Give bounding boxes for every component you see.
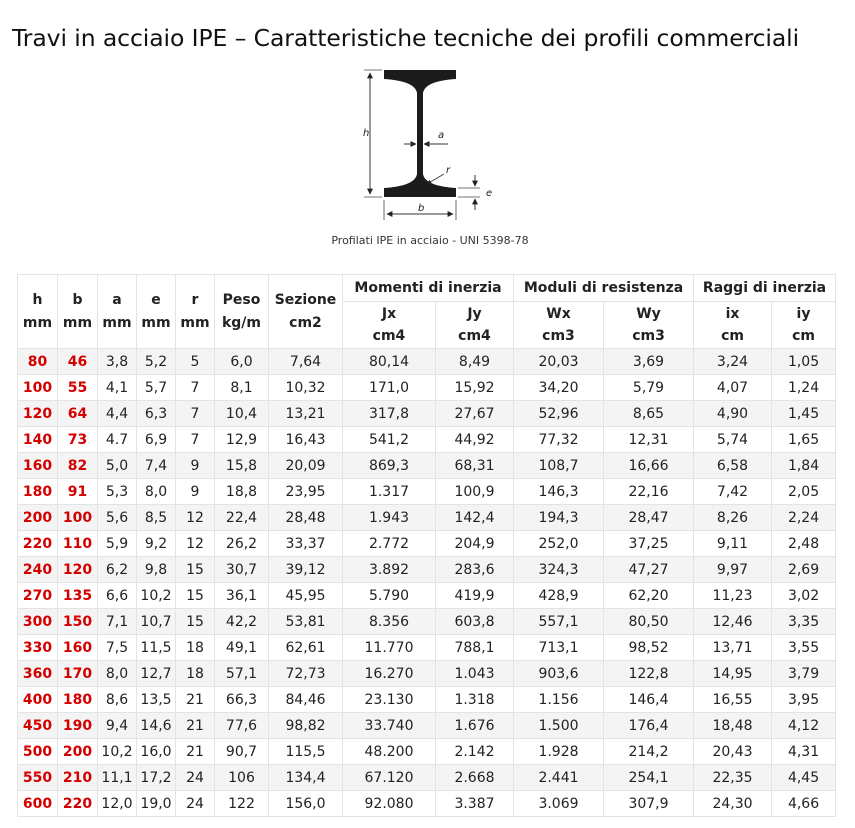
table-cell: 22,4 <box>215 505 269 531</box>
table-cell: 134,4 <box>269 765 343 791</box>
table-cell: 1,24 <box>772 375 836 401</box>
group-header-moduli: Moduli di resistenza <box>514 275 694 302</box>
table-cell: 37,25 <box>604 531 694 557</box>
table-cell: 541,2 <box>343 427 436 453</box>
table-cell: 214,2 <box>604 739 694 765</box>
table-cell: 135 <box>58 583 98 609</box>
col-header-peso: Peso kg/m <box>215 275 269 349</box>
table-cell: 20,03 <box>514 349 604 375</box>
table-cell: 16,0 <box>137 739 176 765</box>
table-cell: 62,20 <box>604 583 694 609</box>
figure-caption: Profilati IPE in acciaio - UNI 5398-78 <box>331 234 529 247</box>
table-cell: 52,96 <box>514 401 604 427</box>
table-cell: 3,79 <box>772 661 836 687</box>
table-cell: 9,97 <box>694 557 772 583</box>
table-cell: 146,4 <box>604 687 694 713</box>
table-cell: 15 <box>176 557 215 583</box>
table-cell: 120 <box>58 557 98 583</box>
col-header-jx: Jx cm4 <box>343 302 436 349</box>
table-cell: 98,82 <box>269 713 343 739</box>
table-cell: 170 <box>58 661 98 687</box>
table-cell: 7,4 <box>137 453 176 479</box>
table-cell: 140 <box>18 427 58 453</box>
col-header-b: b mm <box>58 275 98 349</box>
table-cell: 27,67 <box>436 401 514 427</box>
col-header-r: r mm <box>176 275 215 349</box>
table-cell: 550 <box>18 765 58 791</box>
table-cell: 171,0 <box>343 375 436 401</box>
table-cell: 12,0 <box>98 791 137 817</box>
table-cell: 12,7 <box>137 661 176 687</box>
table-cell: 28,48 <box>269 505 343 531</box>
table-row <box>18 505 836 531</box>
table-cell: 5,3 <box>98 479 137 505</box>
table-cell: 13,71 <box>694 635 772 661</box>
table-cell: 100 <box>58 505 98 531</box>
table-cell: 8,6 <box>98 687 137 713</box>
table-cell: 1.317 <box>343 479 436 505</box>
table-cell: 3,24 <box>694 349 772 375</box>
table-cell: 5,74 <box>694 427 772 453</box>
table-cell: 903,6 <box>514 661 604 687</box>
table-cell: 2.441 <box>514 765 604 791</box>
table-cell: 557,1 <box>514 609 604 635</box>
table-cell: 6,6 <box>98 583 137 609</box>
table-cell: 9,2 <box>137 531 176 557</box>
table-cell: 4,1 <box>98 375 137 401</box>
table-cell: 23,95 <box>269 479 343 505</box>
table-cell: 190 <box>58 713 98 739</box>
table-cell: 18,8 <box>215 479 269 505</box>
table-cell: 4,07 <box>694 375 772 401</box>
table-cell: 12,9 <box>215 427 269 453</box>
table-row <box>18 635 836 661</box>
col-header-a: a mm <box>98 275 137 349</box>
table-cell: 9,11 <box>694 531 772 557</box>
table-cell: 5,79 <box>604 375 694 401</box>
table-cell: 4,45 <box>772 765 836 791</box>
table-cell: 36,1 <box>215 583 269 609</box>
table-cell: 6,2 <box>98 557 137 583</box>
table-cell: 10,7 <box>137 609 176 635</box>
table-cell: 204,9 <box>436 531 514 557</box>
table-cell: 72,73 <box>269 661 343 687</box>
header-row-groups <box>18 275 836 302</box>
table-cell: 26,2 <box>215 531 269 557</box>
table-cell: 9,4 <box>98 713 137 739</box>
col-header-h: h mm <box>18 275 58 349</box>
table-cell: 1.043 <box>436 661 514 687</box>
table-cell: 220 <box>58 791 98 817</box>
dim-label-b: b <box>418 203 425 214</box>
table-cell: 1.318 <box>436 687 514 713</box>
group-header-raggi: Raggi di inerzia <box>694 275 836 302</box>
col-header-jy: Jy cm4 <box>436 302 514 349</box>
table-cell: 12,31 <box>604 427 694 453</box>
table-cell: 160 <box>58 635 98 661</box>
table-cell: 80,50 <box>604 609 694 635</box>
table-cell: 7,42 <box>694 479 772 505</box>
table-cell: 3.069 <box>514 791 604 817</box>
table-cell: 33.740 <box>343 713 436 739</box>
table-cell: 283,6 <box>436 557 514 583</box>
table-cell: 5 <box>176 349 215 375</box>
table-cell: 22,35 <box>694 765 772 791</box>
table-row <box>18 583 836 609</box>
table-cell: 100 <box>18 375 58 401</box>
table-cell: 5,7 <box>137 375 176 401</box>
table-cell: 16,66 <box>604 453 694 479</box>
table-cell: 47,27 <box>604 557 694 583</box>
table-cell: 8,49 <box>436 349 514 375</box>
table-cell: 240 <box>18 557 58 583</box>
table-cell: 14,95 <box>694 661 772 687</box>
table-cell: 1,84 <box>772 453 836 479</box>
table-cell: 7,1 <box>98 609 137 635</box>
table-cell: 5.790 <box>343 583 436 609</box>
table-cell: 11.770 <box>343 635 436 661</box>
table-cell: 603,8 <box>436 609 514 635</box>
table-cell: 7 <box>176 401 215 427</box>
table-cell: 1.156 <box>514 687 604 713</box>
table-cell: 64 <box>58 401 98 427</box>
table-row <box>18 349 836 375</box>
table-cell: 5,6 <box>98 505 137 531</box>
table-cell: 7,5 <box>98 635 137 661</box>
table-cell: 3,02 <box>772 583 836 609</box>
table-cell: 210 <box>58 765 98 791</box>
table-cell: 24,30 <box>694 791 772 817</box>
table-cell: 20,09 <box>269 453 343 479</box>
table-cell: 15,92 <box>436 375 514 401</box>
ipe-properties-table <box>17 274 836 817</box>
table-cell: 122,8 <box>604 661 694 687</box>
table-cell: 200 <box>18 505 58 531</box>
table-cell: 3,8 <box>98 349 137 375</box>
dim-label-r: r <box>446 165 451 176</box>
table-cell: 16.270 <box>343 661 436 687</box>
table-cell: 200 <box>58 739 98 765</box>
table-cell: 18,48 <box>694 713 772 739</box>
table-cell: 55 <box>58 375 98 401</box>
table-cell: 15 <box>176 609 215 635</box>
table-cell: 39,12 <box>269 557 343 583</box>
table-cell: 3,55 <box>772 635 836 661</box>
table-cell: 252,0 <box>514 531 604 557</box>
table-cell: 500 <box>18 739 58 765</box>
table-cell: 10,32 <box>269 375 343 401</box>
table-cell: 18 <box>176 635 215 661</box>
table-cell: 42,2 <box>215 609 269 635</box>
table-row <box>18 375 836 401</box>
table-cell: 110 <box>58 531 98 557</box>
table-cell: 142,4 <box>436 505 514 531</box>
table-cell: 17,2 <box>137 765 176 791</box>
table-cell: 10,2 <box>137 583 176 609</box>
table-cell: 3,69 <box>604 349 694 375</box>
table-cell: 8,5 <box>137 505 176 531</box>
col-header-wx: Wx cm3 <box>514 302 604 349</box>
table-cell: 12,46 <box>694 609 772 635</box>
table-cell: 20,43 <box>694 739 772 765</box>
table-cell: 8,26 <box>694 505 772 531</box>
table-cell: 77,32 <box>514 427 604 453</box>
table-cell: 12 <box>176 531 215 557</box>
table-cell: 713,1 <box>514 635 604 661</box>
table-cell: 254,1 <box>604 765 694 791</box>
table-cell: 270 <box>18 583 58 609</box>
table-cell: 30,7 <box>215 557 269 583</box>
table-cell: 1.676 <box>436 713 514 739</box>
col-header-ix: ix cm <box>694 302 772 349</box>
table-cell: 11,23 <box>694 583 772 609</box>
table-row <box>18 531 836 557</box>
table-cell: 84,46 <box>269 687 343 713</box>
table-cell: 16,43 <box>269 427 343 453</box>
table-cell: 3,35 <box>772 609 836 635</box>
table-cell: 10,4 <box>215 401 269 427</box>
table-cell: 90,7 <box>215 739 269 765</box>
table-cell: 66,3 <box>215 687 269 713</box>
table-cell: 19,0 <box>137 791 176 817</box>
table-body <box>18 349 836 817</box>
table-row <box>18 557 836 583</box>
table-cell: 4,31 <box>772 739 836 765</box>
table-cell: 49,1 <box>215 635 269 661</box>
table-cell: 108,7 <box>514 453 604 479</box>
table-cell: 180 <box>18 479 58 505</box>
table-cell: 10,2 <box>98 739 137 765</box>
table-cell: 6,0 <box>215 349 269 375</box>
table-cell: 2.142 <box>436 739 514 765</box>
table-cell: 33,37 <box>269 531 343 557</box>
table-row <box>18 687 836 713</box>
table-cell: 300 <box>18 609 58 635</box>
table-cell: 92.080 <box>343 791 436 817</box>
table-cell: 176,4 <box>604 713 694 739</box>
table-row <box>18 453 836 479</box>
table-cell: 400 <box>18 687 58 713</box>
group-header-momenti: Momenti di inerzia <box>343 275 514 302</box>
table-cell: 2.668 <box>436 765 514 791</box>
table-cell: 11,1 <box>98 765 137 791</box>
table-cell: 5,2 <box>137 349 176 375</box>
table-row <box>18 791 836 817</box>
table-cell: 428,9 <box>514 583 604 609</box>
table-cell: 8,0 <box>98 661 137 687</box>
table-cell: 67.120 <box>343 765 436 791</box>
table-cell: 7 <box>176 427 215 453</box>
table-cell: 62,61 <box>269 635 343 661</box>
table-cell: 4.7 <box>98 427 137 453</box>
table-cell: 13,21 <box>269 401 343 427</box>
table-cell: 1,45 <box>772 401 836 427</box>
table-cell: 317,8 <box>343 401 436 427</box>
table-row <box>18 739 836 765</box>
table-cell: 24 <box>176 765 215 791</box>
table-cell: 324,3 <box>514 557 604 583</box>
table-cell: 122 <box>215 791 269 817</box>
table-cell: 8,1 <box>215 375 269 401</box>
table-cell: 106 <box>215 765 269 791</box>
col-header-wy: Wy cm3 <box>604 302 694 349</box>
table-cell: 68,31 <box>436 453 514 479</box>
table-cell: 419,9 <box>436 583 514 609</box>
col-header-e: e mm <box>137 275 176 349</box>
table-cell: 6,58 <box>694 453 772 479</box>
table-cell: 82 <box>58 453 98 479</box>
table-cell: 307,9 <box>604 791 694 817</box>
table-cell: 2,48 <box>772 531 836 557</box>
page-title: Travi in acciaio IPE – Caratteristiche tecniche dei profili commerciali <box>12 23 800 52</box>
table-cell: 4,90 <box>694 401 772 427</box>
table-cell: 1.943 <box>343 505 436 531</box>
table-cell: 15 <box>176 583 215 609</box>
table-cell: 2,05 <box>772 479 836 505</box>
table-cell: 1.500 <box>514 713 604 739</box>
table-cell: 53,81 <box>269 609 343 635</box>
table-cell: 8.356 <box>343 609 436 635</box>
table-row <box>18 401 836 427</box>
table-cell: 21 <box>176 713 215 739</box>
table-cell: 330 <box>18 635 58 661</box>
dim-label-h: h <box>363 128 370 139</box>
table-cell: 13,5 <box>137 687 176 713</box>
table-cell: 5,9 <box>98 531 137 557</box>
table-cell: 2,69 <box>772 557 836 583</box>
col-header-iy: iy cm <box>772 302 836 349</box>
table-cell: 146,3 <box>514 479 604 505</box>
table-cell: 100,9 <box>436 479 514 505</box>
ipe-profile-figure <box>330 62 530 252</box>
table-row <box>18 713 836 739</box>
table-row <box>18 765 836 791</box>
table-cell: 80 <box>18 349 58 375</box>
table-cell: 9 <box>176 479 215 505</box>
table-cell: 22,16 <box>604 479 694 505</box>
table-cell: 28,47 <box>604 505 694 531</box>
table-cell: 869,3 <box>343 453 436 479</box>
i-beam-shape <box>384 70 456 197</box>
table-cell: 1.928 <box>514 739 604 765</box>
table-row <box>18 609 836 635</box>
ipe-section-diagram <box>330 62 530 232</box>
table-cell: 11,5 <box>137 635 176 661</box>
table-cell: 150 <box>58 609 98 635</box>
table-cell: 24 <box>176 791 215 817</box>
table-cell: 115,5 <box>269 739 343 765</box>
table-cell: 6,9 <box>137 427 176 453</box>
table-cell: 73 <box>58 427 98 453</box>
table-cell: 77,6 <box>215 713 269 739</box>
dim-label-e: e <box>486 188 493 199</box>
table-cell: 4,4 <box>98 401 137 427</box>
table-cell: 1,05 <box>772 349 836 375</box>
table-cell: 80,14 <box>343 349 436 375</box>
table-cell: 14,6 <box>137 713 176 739</box>
table-cell: 8,65 <box>604 401 694 427</box>
table-row <box>18 479 836 505</box>
table-cell: 7 <box>176 375 215 401</box>
dim-label-a: a <box>438 130 445 141</box>
table-cell: 788,1 <box>436 635 514 661</box>
table-cell: 3.892 <box>343 557 436 583</box>
table-cell: 220 <box>18 531 58 557</box>
table-cell: 21 <box>176 687 215 713</box>
table-cell: 360 <box>18 661 58 687</box>
table-cell: 5,0 <box>98 453 137 479</box>
table-cell: 21 <box>176 739 215 765</box>
table-cell: 23.130 <box>343 687 436 713</box>
table-cell: 57,1 <box>215 661 269 687</box>
table-cell: 15,8 <box>215 453 269 479</box>
table-cell: 2.772 <box>343 531 436 557</box>
table-cell: 4,12 <box>772 713 836 739</box>
table-cell: 6,3 <box>137 401 176 427</box>
table-cell: 98,52 <box>604 635 694 661</box>
table-cell: 180 <box>58 687 98 713</box>
table-cell: 120 <box>18 401 58 427</box>
table-cell: 450 <box>18 713 58 739</box>
table-cell: 8,0 <box>137 479 176 505</box>
table-cell: 34,20 <box>514 375 604 401</box>
table-cell: 48.200 <box>343 739 436 765</box>
table-cell: 2,24 <box>772 505 836 531</box>
table-row <box>18 427 836 453</box>
table-cell: 44,92 <box>436 427 514 453</box>
col-header-sezione: Sezione cm2 <box>269 275 343 349</box>
table-cell: 600 <box>18 791 58 817</box>
table-cell: 7,64 <box>269 349 343 375</box>
table-cell: 91 <box>58 479 98 505</box>
table-cell: 160 <box>18 453 58 479</box>
table-cell: 194,3 <box>514 505 604 531</box>
table-cell: 156,0 <box>269 791 343 817</box>
table-cell: 9 <box>176 453 215 479</box>
table-cell: 4,66 <box>772 791 836 817</box>
table-cell: 46 <box>58 349 98 375</box>
table-cell: 9,8 <box>137 557 176 583</box>
table-cell: 1,65 <box>772 427 836 453</box>
table-cell: 16,55 <box>694 687 772 713</box>
table-cell: 12 <box>176 505 215 531</box>
table-cell: 18 <box>176 661 215 687</box>
table-cell: 3.387 <box>436 791 514 817</box>
table-row <box>18 661 836 687</box>
table-cell: 45,95 <box>269 583 343 609</box>
table-cell: 3,95 <box>772 687 836 713</box>
